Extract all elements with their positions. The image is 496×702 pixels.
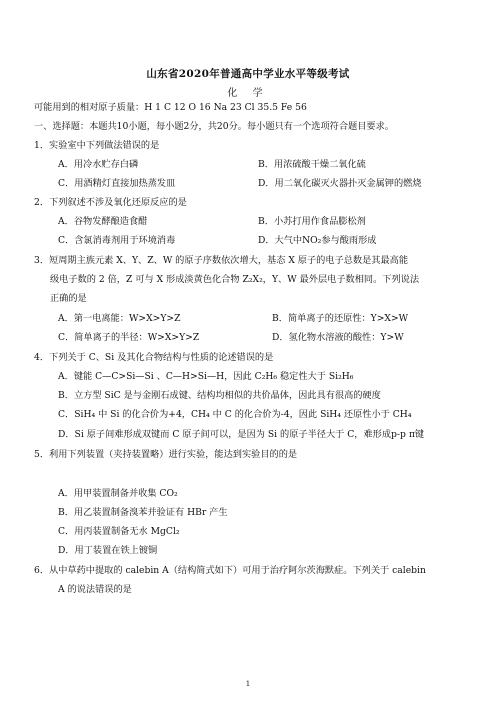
question-1-option-d: D．用二氧化碳灭火器扑灭金属钾的燃烧 — [258, 178, 422, 189]
question-2-option-c: C．含氯消毒剂用于环境消毒 — [58, 235, 176, 246]
question-6-stem-line-2: A 的说法错误的是 — [58, 584, 132, 595]
question-4-stem: 4．下列关于 C、Si 及其化合物结构与性质的论述错误的是 — [34, 352, 274, 363]
question-5-option-d: D．用丁装置在铁上镀铜 — [58, 545, 158, 556]
question-3-stem-line-1: 3．短周期主族元素 X、Y、Z、W 的原子序数依次增大，基态 X 原子的电子总数是其最高能 — [34, 255, 409, 266]
question-2-option-a: A．谷物发酵酿造食醋 — [58, 216, 148, 227]
question-3-option-c: C．简单离子的半径：W>X>Y>Z — [58, 332, 200, 343]
section-heading: 一、选择题：本题共10小题，每小题2分，共20分。每小题只有一个选项符合题目要求。 — [34, 121, 394, 132]
question-1-option-b: B．用浓硫酸干燥二氧化硫 — [258, 159, 366, 170]
question-6-stem-line-1: 6．从中草药中提取的 calebin A（结构简式如下）可用于治疗阿尔茨海默症。下列关于 calebin — [34, 565, 426, 576]
question-2-option-b: B．小苏打用作食品膨松剂 — [258, 216, 366, 227]
question-4-option-b: B．立方型 SiC 是与金刚石成键、结构均相似的共价晶体，因此具有很高的硬度 — [58, 390, 381, 401]
question-4-option-d: D．Si 原子间难形成双键而 C 原子间可以，是因为 Si 的原子半径大于 C，难形成p-p π键 — [58, 429, 425, 440]
question-5-option-b: B．用乙装置制备溴苯并验证有 HBr 产生 — [58, 507, 228, 518]
question-4-option-a: A．键能 C—C>Si—Si 、C—H>Si—H，因此 C₂H₆ 稳定性大于 Si₂H₆ — [58, 371, 354, 382]
question-3-option-a: A．第一电离能：W>X>Y>Z — [58, 313, 181, 324]
question-5-option-c: C．用丙装置制备无水 MgCl₂ — [58, 526, 180, 537]
question-3-stem-line-3: 正确的是 — [50, 293, 87, 304]
exam-title: 山东省2020年普通高中学业水平等级考试 — [146, 68, 350, 80]
question-3-stem-line-2: 级电子数的 2 倍，Z 可与 X 形成淡黄色化合物 Z₂X₂，Y、W 最外层电子数相同。下列说法 — [50, 274, 420, 285]
question-3-option-b: B．简单离子的还原性：Y>X>W — [272, 313, 409, 324]
atomic-masses-line: 可能用到的相对原子质量：H 1 C 12 O 16 Na 23 Cl 35.5 Fe 56 — [34, 102, 307, 113]
question-1-option-a: A．用冷水贮存白磷 — [58, 159, 139, 170]
question-2-stem: 2．下列叙述不涉及氧化还原反应的是 — [34, 197, 187, 208]
page-number: 1 — [245, 680, 251, 688]
exam-subject: 化 学 — [227, 88, 269, 99]
question-2-option-d: D．大气中NO₂参与酸雨形成 — [258, 235, 377, 246]
question-3-option-d: D．氢化物水溶液的酸性：Y>W — [272, 332, 404, 343]
question-4-option-c: C．SiH₄ 中 Si 的化合价为+4，CH₄ 中 C 的化合价为-4，因此 SiH₄ 还原性小于 CH₄ — [58, 409, 412, 420]
question-5-option-a: A．用甲装置制备并收集 CO₂ — [58, 488, 178, 499]
question-1-option-c: C．用酒精灯直接加热蒸发皿 — [58, 178, 176, 189]
question-1-stem: 1．实验室中下列做法错误的是 — [34, 140, 160, 151]
question-5-stem: 5．利用下列装置（夹持装置略）进行实验，能达到实验目的的是 — [34, 449, 298, 460]
